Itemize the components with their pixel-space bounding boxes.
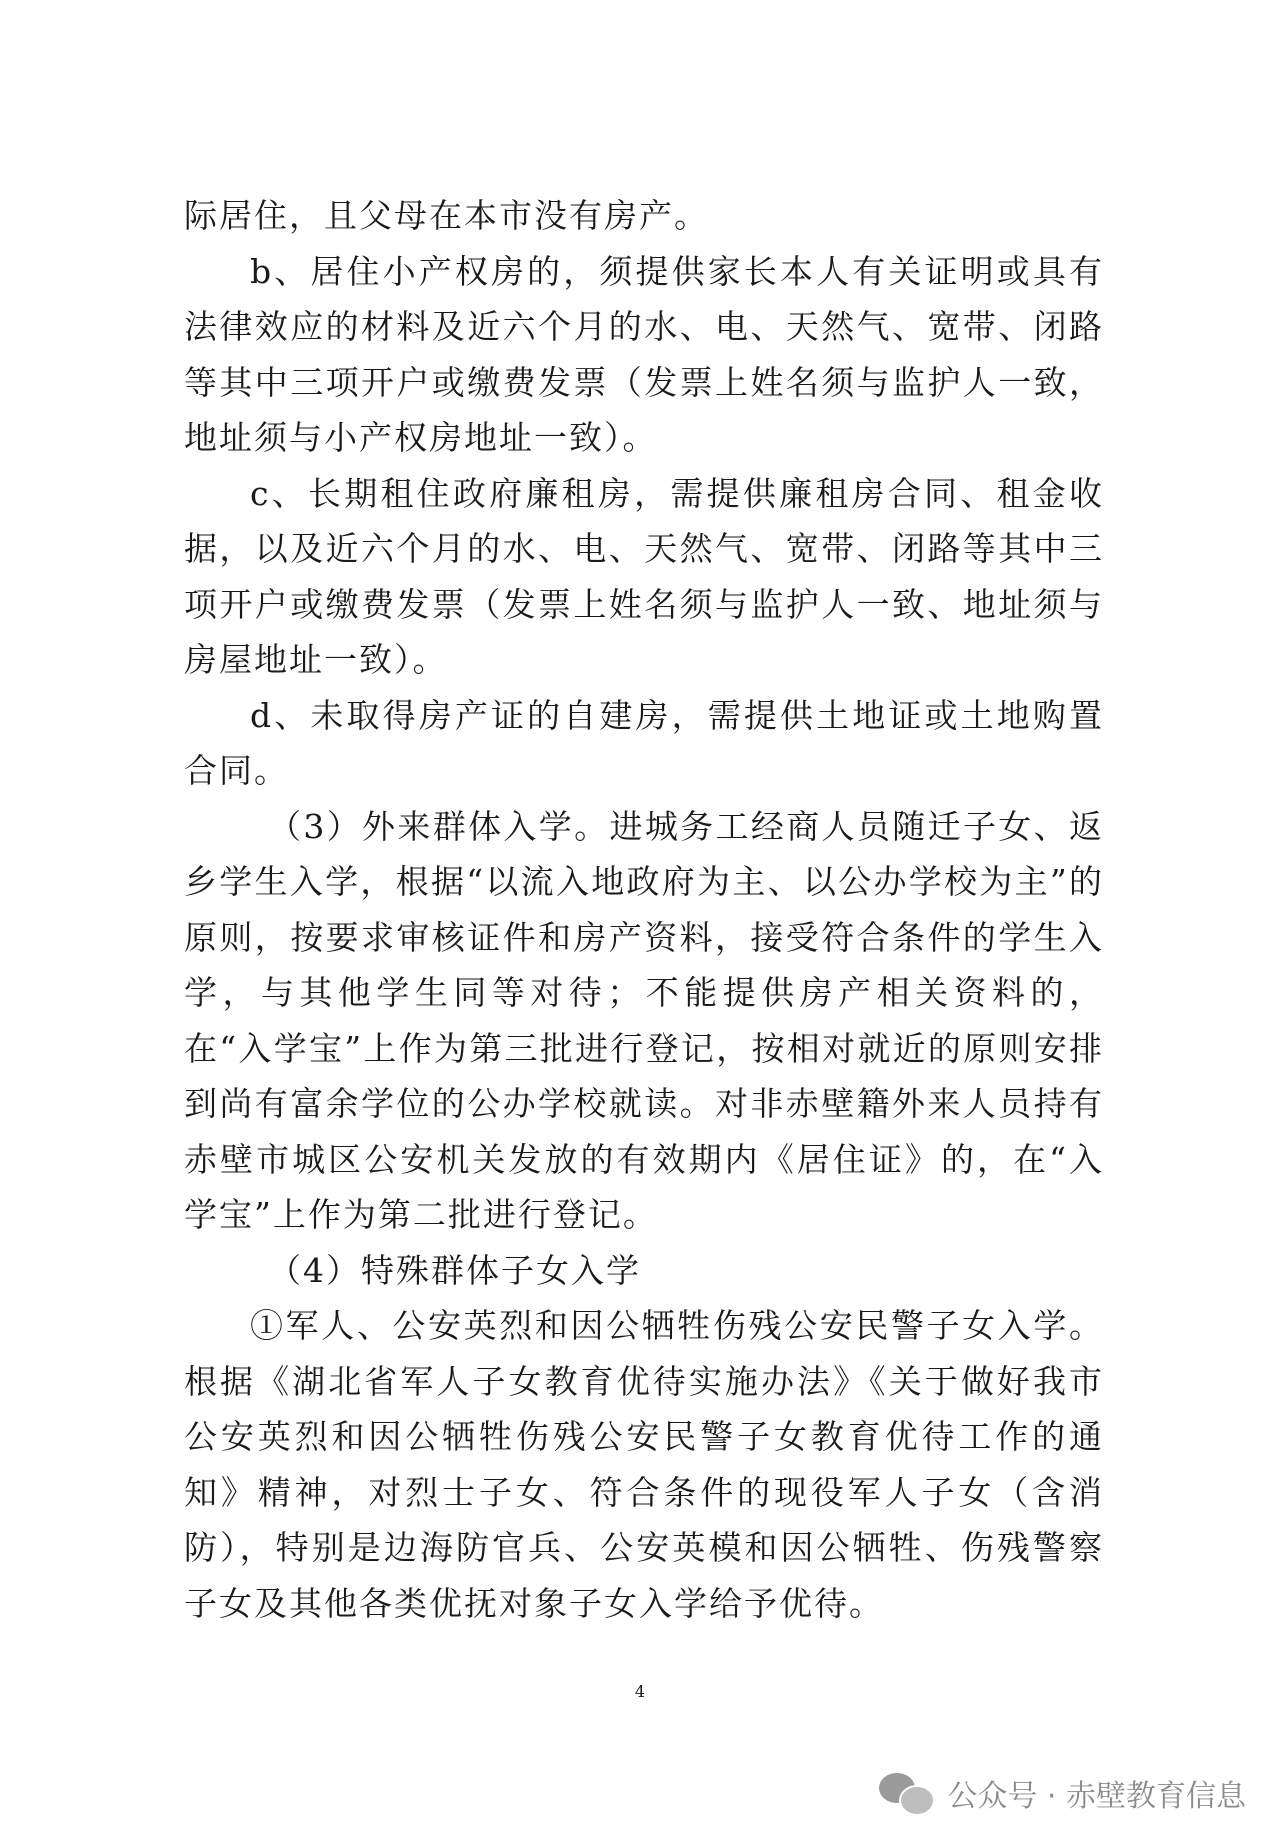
paragraph-4-heading: （4）特殊群体子女入学 xyxy=(268,1250,641,1290)
watermark xyxy=(879,1771,1246,1815)
page-number: 4 xyxy=(634,1682,646,1701)
watermark-text: 公众号 · 赤壁教育信息 xyxy=(947,1779,1246,1814)
paragraph-d: d、未取得房产证的自建房，需提供土地证或土地购置合同。 xyxy=(184,695,1104,790)
paragraph-c: c、长期租住政府廉租房，需提供廉租房合同、租金收据，以及近六个月的水、电、天然气、宽带、闭路等其中三项开户或缴费发票（发票上姓名须与监护人一致、地址须与房屋地址一致）。 xyxy=(184,473,1104,679)
paragraph-1: 际居住，且父母在本市没有房产。 xyxy=(184,196,709,235)
document-body xyxy=(184,188,1104,1631)
paragraph-3: （3）外来群体入学。进城务工经商人员随迁子女、返乡学生入学，根据“以流入地政府为主、以公办学校为主”的原则，按要求审核证件和房产资料，接受符合条件的学生入学，与其他学生同等对待；不能提供房产相关资料的，在“入学宝”上作为第三批进行登记，按相对就近的原则安排到尚有富余学位的公办学校就读。对非赤壁籍外来人员持有赤壁市城区公安机关发放的有效期内《居住证》的，在“入学宝”上作为第二批进行登记。 xyxy=(184,806,1104,1234)
wechat-icon xyxy=(879,1771,937,1815)
paragraph-b: b、居住小产权房的，须提供家长本人有关证明或具有法律效应的材料及近六个月的水、电、天然气、宽带、闭路等其中三项开户或缴费发票（发票上姓名须与监护人一致，地址须与小产权房地址一致）。 xyxy=(184,251,1104,457)
paragraph-4-1: ①军人、公安英烈和因公牺牲伤残公安民警子女入学。根据《湖北省军人子女教育优待实施办法》《关于做好我市公安英烈和因公牺牲伤残公安民警子女教育优待工作的通知》精神，对烈士子女、符合条件的现役军人子女（含消防），特别是边海防官兵、公安英模和因公牺牲、伤残警察子女及其他各类优抚对象子女入学给予优待。 xyxy=(184,1306,1104,1623)
